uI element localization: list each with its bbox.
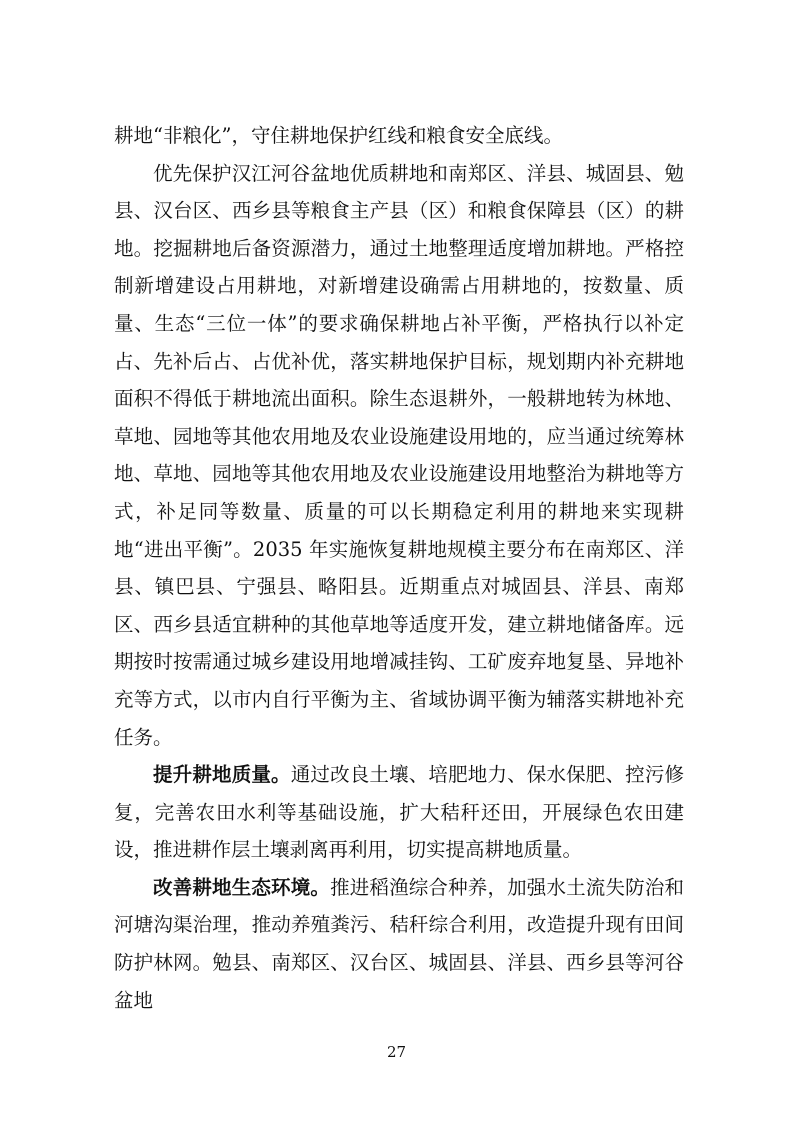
paragraph-ecological-environment [114, 869, 684, 1019]
paragraph-text: 通过改良土壤、培肥地力、保水保肥、控污修复，完善农田水利等基础设施，扩大秸秆还田，开展绿色农田建设，推进耕作层土壤剥离再利用，切实提高耕地质量。 [114, 763, 684, 862]
paragraph-text: 耕地“非粮化”，守住耕地保护红线和粮食安全底线。 [114, 124, 563, 147]
paragraph-heading: 改善耕地生态环境。 [153, 875, 331, 899]
paragraph-farmland-protection [114, 155, 684, 757]
paragraph-text: 推进稻渔综合种养，加强水土流失防治和河塘沟渠治理，推动养殖粪污、秸秆综合利用，改造提升现有田间防护林网。勉县、南郑区、汉台区、城固县、洋县、西乡县等河谷盆地 [114, 875, 684, 1012]
paragraph-heading: 提升耕地质量。 [153, 763, 291, 787]
page-number: 27 [386, 1043, 407, 1061]
paragraph-improve-quality [114, 756, 684, 869]
paragraph-text: 优先保护汉江河谷盆地优质耕地和南郑区、洋县、城固县、勉县、汉台区、西乡县等粮食主产县（区）和粮食保障县（区）的耕地。挖掘耕地后备资源潜力，通过土地整理适度增加耕地。严格控制新增建设占用耕地，对新增建设确需占用耕地的，按数量、质量、生态“三位一体”的要求确保耕地占补平衡，严格执行以补定占、先补后占、占优补优，落实耕地保护目标，规划期内补充耕地面积不得低于耕地流出面积。除生态退耕外，一般耕地转为林地、草地、园地等其他农用地及农业设施建设用地的，应当通过统筹林地、草地、园地等其他农用地及农业设施建设用地整治为耕地等方式，补足同等数量、质量的可以长期稳定利用的耕地来实现耕地“进出平衡”。2035 年实施恢复耕地规模主要分布在南郑区、洋县、镇巴县、宁强县、略阳县。近期重点对城固县、洋县、南郑区、西乡县适宜耕种的其他草地等适度开发，建立耕地储备库。远期按时按需通过城乡建设用地增减挂钩、工矿废弃地复垦、异地补充等方式，以市内自行平衡为主、省域协调平衡为辅落实耕地补充任务。 [114, 161, 684, 749]
paragraph-continuation [114, 117, 684, 155]
body-text [114, 117, 684, 1019]
